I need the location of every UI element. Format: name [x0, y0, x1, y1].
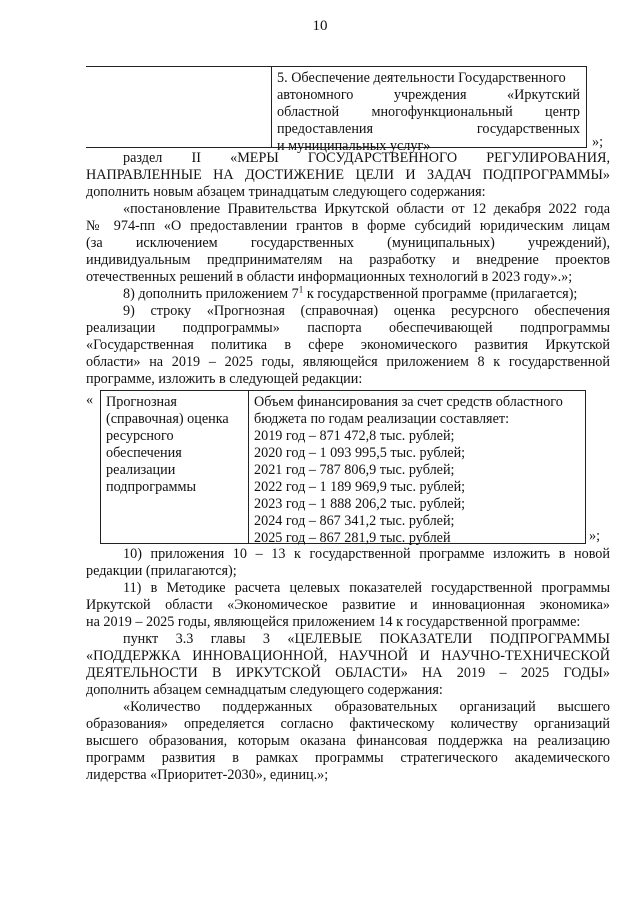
table-cell-line: Прогнозная: [106, 394, 177, 410]
paragraph-line: дополнить абзацем семнадцатым следующего содержания:: [86, 682, 443, 698]
paragraph-line: отечественных решений в области информационных технологий в 2023 году».»;: [86, 269, 573, 285]
item-10-paragraph: [86, 546, 610, 580]
paragraph-line: дополнить новым абзацем тринадцатым следующего содержания:: [86, 184, 486, 200]
funding-table: [86, 390, 610, 546]
final-quote-paragraph: [86, 699, 610, 784]
paragraph-line: образования» определяется согласно фактическому количеству организаций: [86, 716, 610, 732]
table-cell-line: Объем финансирования за счет средств областного: [254, 394, 563, 410]
paragraph-line: раздел II «МЕРЫ ГОСУДАРСТВЕННОГО РЕГУЛИРОВАНИЯ,: [123, 150, 610, 166]
item-8-superscript: 1: [298, 284, 304, 295]
opening-quote: «: [86, 392, 94, 408]
paragraph-line: редакции (прилагаются);: [86, 563, 237, 579]
page-number: 10: [312, 18, 328, 34]
paragraph-line: пункт 3.3 главы 3 «ЦЕЛЕВЫЕ ПОКАЗАТЕЛИ ПОДПРОГРАММЫ: [123, 631, 610, 647]
paragraph-line: высшего образования, которым оказана финансовая поддержка на реализацию: [86, 733, 610, 749]
table-cell-funding: [248, 390, 586, 544]
funding-year-line: 2021 год – 787 806,9 тыс. рублей;: [254, 462, 455, 478]
paragraph-line: области» на 2019 – 2025 годы, являющейся приложением 8 к государственной: [86, 354, 610, 370]
paragraph-line: 10) приложения 10 – 13 к государственной программе изложить в новой: [123, 546, 610, 562]
table-cell-label: [100, 390, 249, 544]
item-8-paragraph: [86, 286, 610, 303]
paragraph-line: на 2019 – 2025 годы, являющейся приложением 14 к государственной программе:: [86, 614, 581, 630]
closing-quote: »;: [589, 528, 601, 544]
funding-year-line: 2023 год – 1 888 206,2 тыс. рублей;: [254, 496, 466, 512]
item-11-paragraph: [86, 580, 610, 631]
table-cell-line: и муниципальных услуг»: [277, 138, 431, 154]
paragraph-line: НАПРАВЛЕННЫЕ НА ДОСТИЖЕНИЕ ЦЕЛИ И ЗАДАЧ ПОДПРОГРАММЫ»: [86, 167, 610, 183]
funding-year-line: 2024 год – 867 341,2 тыс. рублей;: [254, 513, 455, 529]
resolution-quote-paragraph: [86, 201, 610, 286]
clause-3-3-paragraph: [86, 631, 610, 699]
table-cell-line: бюджета по годам реализации составляет:: [254, 411, 510, 427]
paragraph-line: 9) строку «Прогнозная (справочная) оценка ресурсного обеспечения: [123, 303, 610, 319]
paragraph-line: «постановление Правительства Иркутской области от 12 декабря 2022 года: [123, 201, 610, 217]
funding-year-line: 2022 год – 1 189 969,9 тыс. рублей;: [254, 479, 466, 495]
table-cell-line: автономного учреждения «Иркутский: [277, 87, 580, 103]
paragraph-line: лидерства «Приоритет-2030», единиц.»;: [86, 767, 329, 783]
item-8-text: 8) дополнить приложением 7: [123, 286, 299, 302]
table-row-fragment: [86, 66, 610, 154]
paragraph-line: программ развития в рамках программы стратегического академического: [86, 750, 610, 766]
table-cell-line: предоставления государственных: [277, 121, 580, 137]
funding-year-line: 2025 год – 867 281,9 тыс. рублей: [254, 530, 451, 546]
section-ii-paragraph: [86, 150, 610, 201]
paragraph-line: (за исключением государственных (муниципальных) учреждений),: [86, 235, 610, 251]
table-cell-line: обеспечения: [106, 445, 182, 461]
paragraph-line: индивидуальным предпринимателям на разработку и внедрение проектов: [86, 252, 610, 268]
closing-quote: »;: [592, 134, 604, 150]
funding-year-line: 2019 год – 871 472,8 тыс. рублей;: [254, 428, 455, 444]
table-cell-line: областной многофункциональный центр: [277, 104, 580, 120]
funding-year-line: 2020 год – 1 093 995,5 тыс. рублей;: [254, 445, 466, 461]
paragraph-line: реализации подпрограммы» паспорта обеспечивающей подпрограммы: [86, 320, 610, 336]
paragraph-line: ДЕЯТЕЛЬНОСТИ В ИРКУТСКОЙ ОБЛАСТИ» НА 2019 – 2025 ГОДЫ»: [86, 665, 610, 681]
paragraph-line: «Государственная политика в сфере экономического развития Иркутской: [86, 337, 610, 353]
document-body: [86, 66, 610, 784]
table-cell-line: ресурсного: [106, 428, 174, 444]
paragraph-line: «Количество поддержанных образовательных организаций высшего: [123, 699, 610, 715]
table-cell-line: реализации: [106, 462, 176, 478]
paragraph-line: программе, изложить в следующей редакции:: [86, 371, 363, 387]
paragraph-line: 11) в Методике расчета целевых показателей государственной программы: [123, 580, 610, 596]
table-empty-cell: [86, 66, 272, 148]
table-cell-line: подпрограммы: [106, 479, 196, 495]
item-9-paragraph: [86, 303, 610, 388]
table-cell-service-center: [271, 66, 587, 154]
table-cell-line: 5. Обеспечение деятельности Государственного: [277, 70, 566, 86]
paragraph-line: «ПОДДЕРЖКА ИННОВАЦИОННОЙ, НАУЧНОЙ И НАУЧНО-ТЕХНИЧЕСКОЙ: [86, 648, 610, 664]
paragraph-line: Иркутской области «Экономическое развитие и инновационная экономика»: [86, 597, 610, 613]
table-cell-line: (справочная) оценка: [106, 411, 229, 427]
item-8-text-end: к государственной программе (прилагается);: [303, 286, 578, 302]
paragraph-line: № 974-пп «О предоставлении грантов в форме субсидий юридическим лицам: [86, 218, 610, 234]
